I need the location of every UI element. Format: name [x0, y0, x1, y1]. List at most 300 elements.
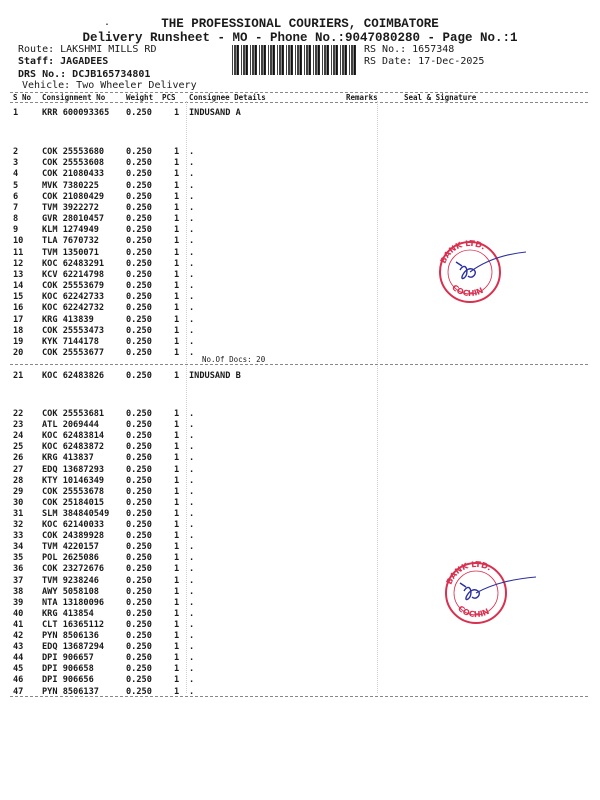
- consignee-detail: .: [189, 147, 195, 157]
- consignee-detail: .: [189, 281, 195, 292]
- weight-value: 0.250: [126, 247, 152, 258]
- consignment-number: DPI 906657: [42, 653, 94, 664]
- pieces-count: 1: [174, 464, 180, 475]
- weight-value: 0.250: [126, 292, 152, 303]
- consignee-detail: .: [189, 158, 195, 169]
- consignee-detail: .: [189, 464, 195, 475]
- consignee-detail: .: [189, 325, 195, 336]
- consignment-number: KRG 413837: [42, 453, 94, 464]
- weight-value: 0.250: [126, 225, 152, 236]
- consignment-number: KCV 62214798: [42, 269, 105, 280]
- pieces-count: 1: [174, 664, 180, 675]
- serial-number: 10: [13, 236, 24, 247]
- serial-number: 22: [13, 409, 24, 419]
- barcode-bar: [324, 45, 326, 75]
- consignment-number: NTA 13180096: [42, 597, 105, 608]
- barcode-bar: [345, 45, 347, 75]
- col-pcs: PCS: [162, 93, 176, 102]
- vehicle-label: Vehicle: Two Wheeler Delivery: [22, 80, 197, 91]
- consignee-detail: .: [189, 508, 195, 519]
- weight-value: 0.250: [126, 653, 152, 664]
- serial-number: 40: [13, 608, 24, 619]
- barcode-bar: [232, 45, 233, 75]
- pieces-count: 1: [174, 225, 180, 236]
- bank-stamp-icon: [432, 555, 544, 635]
- serial-number: 42: [13, 631, 24, 641]
- consignment-number: COK 25553678: [42, 486, 105, 497]
- consignee-detail: .: [189, 542, 195, 553]
- weight-value: 0.250: [126, 303, 152, 314]
- consignee-detail: .: [189, 180, 195, 191]
- consignment-number: COK 25553680: [42, 147, 105, 157]
- weight-value: 0.250: [126, 258, 152, 269]
- consignee-detail: .: [189, 553, 195, 564]
- serial-number: 7: [13, 202, 19, 213]
- serial-number: 44: [13, 653, 24, 664]
- serial-number: 8: [13, 214, 19, 225]
- barcode-bar: [349, 45, 350, 75]
- consignee-detail: .: [189, 191, 195, 202]
- consignment-number: COK 25553677: [42, 348, 105, 359]
- serial-number: 12: [13, 258, 24, 269]
- weight-value: 0.250: [126, 542, 152, 553]
- serial-number: 35: [13, 553, 24, 564]
- serial-number: 27: [13, 464, 24, 475]
- barcode-bar: [234, 45, 236, 75]
- serial-number: 38: [13, 586, 24, 597]
- consignment-number: SLM 384840549: [42, 508, 110, 519]
- consignment-number: GVR 28010457: [42, 214, 105, 225]
- consignment-number: KLM 1274949: [42, 225, 99, 236]
- consignment-number: COK 25553473: [42, 325, 105, 336]
- pieces-count: 1: [174, 575, 180, 586]
- col-seal-signature: Seal & Signature: [404, 93, 477, 102]
- weight-value: 0.250: [126, 158, 152, 169]
- barcode-bar: [336, 45, 338, 75]
- pieces-count: 1: [174, 303, 180, 314]
- serial-number: 6: [13, 191, 19, 202]
- consignment-number: PYN 8506136: [42, 631, 99, 641]
- barcode-bar: [297, 45, 299, 75]
- consignee-detail: .: [189, 409, 195, 419]
- bank-stamp-icon: [426, 232, 536, 310]
- pieces-count: 1: [174, 236, 180, 247]
- serial-number: 37: [13, 575, 24, 586]
- weight-value: 0.250: [126, 269, 152, 280]
- weight-value: 0.250: [126, 348, 152, 359]
- column-rule: [186, 101, 187, 693]
- weight-value: 0.250: [126, 664, 152, 675]
- weight-value: 0.250: [126, 180, 152, 191]
- serial-number: 28: [13, 475, 24, 486]
- barcode-bar: [288, 45, 290, 75]
- drs-number: DRS No.: DCJB165734801: [18, 69, 151, 80]
- consignee-detail: .: [189, 348, 195, 359]
- barcode-bar: [250, 45, 251, 75]
- pieces-count: 1: [174, 336, 180, 347]
- pieces-count: 1: [174, 475, 180, 486]
- weight-value: 0.250: [126, 642, 152, 653]
- serial-number: 24: [13, 431, 24, 442]
- weight-value: 0.250: [126, 169, 152, 180]
- pieces-count: 1: [174, 191, 180, 202]
- consignment-number: COK 21080429: [42, 191, 105, 202]
- consignment-number: KRR 600093365: [42, 108, 110, 118]
- pieces-count: 1: [174, 420, 180, 431]
- weight-value: 0.250: [126, 420, 152, 431]
- serial-number: 5: [13, 180, 19, 191]
- consignee-detail: .: [189, 314, 195, 325]
- consignee-detail: .: [189, 642, 195, 653]
- barcode-bar: [264, 45, 266, 75]
- serial-number: 14: [13, 281, 24, 292]
- consignee-detail: .: [189, 564, 195, 575]
- serial-number: 26: [13, 453, 24, 464]
- weight-value: 0.250: [126, 564, 152, 575]
- serial-number: 15: [13, 292, 24, 303]
- pieces-count: 1: [174, 158, 180, 169]
- barcode-bar: [286, 45, 287, 75]
- barcode-bar: [322, 45, 323, 75]
- serial-number: 31: [13, 508, 24, 519]
- serial-number: 9: [13, 225, 19, 236]
- pieces-count: 1: [174, 586, 180, 597]
- barcode-bar: [279, 45, 281, 75]
- weight-value: 0.250: [126, 202, 152, 213]
- serial-number: 3: [13, 158, 19, 169]
- consignment-number: KOC 62242732: [42, 303, 105, 314]
- weight-value: 0.250: [126, 371, 152, 381]
- serial-number: 29: [13, 486, 24, 497]
- barcode-bar: [309, 45, 311, 75]
- barcode-bar: [315, 45, 317, 75]
- serial-number: 41: [13, 619, 24, 630]
- consignee-detail: .: [189, 608, 195, 619]
- pieces-count: 1: [174, 281, 180, 292]
- serial-number: 1: [13, 108, 19, 118]
- consignment-number: KOC 62242733: [42, 292, 105, 303]
- barcode-bar: [342, 45, 344, 75]
- barcode-bar: [295, 45, 296, 75]
- consignment-number: COK 25553608: [42, 158, 105, 169]
- barcode-bar: [243, 45, 245, 75]
- serial-number: 46: [13, 675, 24, 686]
- pieces-count: 1: [174, 147, 180, 157]
- stamp-text-bottom: COCHIN: [450, 282, 485, 299]
- barcode-bar: [255, 45, 257, 75]
- pieces-count: 1: [174, 608, 180, 619]
- pieces-count: 1: [174, 348, 180, 359]
- pieces-count: 1: [174, 314, 180, 325]
- consignee-detail: .: [189, 631, 195, 641]
- consignee-detail: .: [189, 653, 195, 664]
- weight-value: 0.250: [126, 475, 152, 486]
- barcode-bar: [333, 45, 335, 75]
- barcode-bar: [304, 45, 305, 75]
- barcode-bar: [300, 45, 302, 75]
- barcode-bar: [241, 45, 242, 75]
- consignee-detail: .: [189, 486, 195, 497]
- consignment-number: TLA 7670732: [42, 236, 99, 247]
- weight-value: 0.250: [126, 575, 152, 586]
- consignee-detail: .: [189, 225, 195, 236]
- weight-value: 0.250: [126, 236, 152, 247]
- consignment-number: COK 25553679: [42, 281, 105, 292]
- pieces-count: 1: [174, 508, 180, 519]
- stamp-text-top: BANK LTD.: [438, 238, 488, 265]
- pieces-count: 1: [174, 653, 180, 664]
- consignment-number: COK 21080433: [42, 169, 105, 180]
- barcode-bar: [340, 45, 341, 75]
- weight-value: 0.250: [126, 464, 152, 475]
- serial-number: 34: [13, 542, 24, 553]
- col-consignee: Consignee Details: [189, 93, 266, 102]
- weight-value: 0.250: [126, 597, 152, 608]
- weight-value: 0.250: [126, 553, 152, 564]
- weight-value: 0.250: [126, 314, 152, 325]
- consignee-detail: .: [189, 236, 195, 247]
- column-rule: [377, 101, 378, 693]
- serial-number: 32: [13, 520, 24, 530]
- consignment-number: CLT 16365112: [42, 619, 105, 630]
- serial-number: 16: [13, 303, 24, 314]
- col-sno: S No: [13, 93, 32, 102]
- consignee-name: INDUSAND B: [189, 371, 241, 381]
- consignee-detail: .: [189, 169, 195, 180]
- consignment-number: ATL 2069444: [42, 420, 99, 431]
- serial-number: 13: [13, 269, 24, 280]
- serial-number: 11: [13, 247, 24, 258]
- stamp-text-top: BANK LTD.: [444, 559, 494, 586]
- consignment-number: KOC 62483291: [42, 258, 105, 269]
- barcode-bar: [291, 45, 293, 75]
- consignee-detail: .: [189, 531, 195, 542]
- consignee-detail: .: [189, 686, 195, 697]
- consignee-detail: .: [189, 431, 195, 442]
- consignment-number: TVM 3922272: [42, 202, 99, 213]
- consignee-detail: .: [189, 420, 195, 431]
- company-title: THE PROFESSIONAL COURIERS, COIMBATORE: [161, 17, 439, 31]
- barcode-bar: [246, 45, 248, 75]
- consignment-number: MVK 7380225: [42, 180, 99, 191]
- pieces-count: 1: [174, 371, 180, 381]
- route-label: Route: LAKSHMI MILLS RD: [18, 44, 157, 55]
- pieces-count: 1: [174, 269, 180, 280]
- pieces-count: 1: [174, 431, 180, 442]
- consignee-detail: .: [189, 292, 195, 303]
- pieces-count: 1: [174, 453, 180, 464]
- consignee-detail: .: [189, 475, 195, 486]
- pieces-count: 1: [174, 553, 180, 564]
- consignment-number: TVM 9238246: [42, 575, 99, 586]
- consignee-detail: .: [189, 269, 195, 280]
- stamp-text-bottom: COCHIN: [456, 603, 491, 620]
- weight-value: 0.250: [126, 281, 152, 292]
- consignment-number: TVM 1350071: [42, 247, 99, 258]
- barcode-bar: [318, 45, 320, 75]
- barcode-bar: [237, 45, 239, 75]
- consignee-detail: .: [189, 303, 195, 314]
- pieces-count: 1: [174, 497, 180, 508]
- weight-value: 0.250: [126, 686, 152, 697]
- pieces-count: 1: [174, 597, 180, 608]
- weight-value: 0.250: [126, 619, 152, 630]
- consignment-number: EDQ 13687293: [42, 464, 105, 475]
- col-consignment: Consignment No: [42, 93, 106, 102]
- barcode-bar: [273, 45, 275, 75]
- consignment-number: COK 25184015: [42, 497, 105, 508]
- consignment-number: DPI 906656: [42, 675, 94, 686]
- weight-value: 0.250: [126, 453, 152, 464]
- barcode-bar: [327, 45, 329, 75]
- consignee-detail: .: [189, 202, 195, 213]
- pieces-count: 1: [174, 542, 180, 553]
- barcode-bar: [282, 45, 284, 75]
- weight-value: 0.250: [126, 325, 152, 336]
- barcode-bar: [331, 45, 332, 75]
- consignment-number: KOC 62483814: [42, 431, 105, 442]
- barcode-bar: [277, 45, 278, 75]
- group-divider: [10, 364, 588, 365]
- consignee-detail: .: [189, 586, 195, 597]
- svg-text:COCHIN: [456, 604, 491, 619]
- serial-number: 45: [13, 664, 24, 675]
- consignee-detail: .: [189, 675, 195, 686]
- pieces-count: 1: [174, 642, 180, 653]
- serial-number: 18: [13, 325, 24, 336]
- serial-number: 19: [13, 336, 24, 347]
- weight-value: 0.250: [126, 675, 152, 686]
- weight-value: 0.250: [126, 531, 152, 542]
- consignment-number: POL 2625086: [42, 553, 99, 564]
- consignment-number: TVM 4220157: [42, 542, 99, 553]
- pieces-count: 1: [174, 531, 180, 542]
- consignee-detail: .: [189, 664, 195, 675]
- serial-number: 39: [13, 597, 24, 608]
- serial-number: 17: [13, 314, 24, 325]
- svg-text:COCHIN: [450, 283, 485, 298]
- serial-number: 4: [13, 169, 19, 180]
- weight-value: 0.250: [126, 108, 152, 118]
- col-remarks: Remarks: [346, 93, 378, 102]
- group-divider: [10, 696, 588, 697]
- consignee-name: INDUSAND A: [189, 108, 241, 118]
- rs-number: RS No.: 1657348: [364, 44, 455, 55]
- pieces-count: 1: [174, 258, 180, 269]
- pieces-count: 1: [174, 686, 180, 697]
- weight-value: 0.250: [126, 191, 152, 202]
- col-weight: Weight: [126, 93, 154, 102]
- pieces-count: 1: [174, 180, 180, 191]
- consignee-detail: .: [189, 497, 195, 508]
- pieces-count: 1: [174, 325, 180, 336]
- pieces-count: 1: [174, 169, 180, 180]
- consignee-detail: .: [189, 442, 195, 453]
- pieces-count: 1: [174, 675, 180, 686]
- serial-number: 30: [13, 497, 24, 508]
- serial-number: 23: [13, 420, 24, 431]
- header-mark: .: [104, 17, 111, 28]
- consignee-detail: .: [189, 597, 195, 608]
- barcode-bar: [261, 45, 263, 75]
- consignment-number: DPI 906658: [42, 664, 94, 675]
- consignment-number: KOC 62483872: [42, 442, 105, 453]
- consignment-number: AWY 5058108: [42, 586, 99, 597]
- weight-value: 0.250: [126, 631, 152, 641]
- pieces-count: 1: [174, 108, 180, 118]
- serial-number: 25: [13, 442, 24, 453]
- consignment-number: EDQ 13687294: [42, 642, 105, 653]
- serial-number: 21: [13, 371, 24, 381]
- pieces-count: 1: [174, 486, 180, 497]
- pieces-count: 1: [174, 214, 180, 225]
- barcode-bar: [313, 45, 314, 75]
- weight-value: 0.250: [126, 586, 152, 597]
- consignee-detail: .: [189, 619, 195, 630]
- weight-value: 0.250: [126, 147, 152, 157]
- barcode-icon: [232, 45, 360, 75]
- pieces-count: 1: [174, 442, 180, 453]
- consignment-number: KYK 7144178: [42, 336, 99, 347]
- column-header-divider: [10, 102, 588, 103]
- consignment-number: KOC 62140033: [42, 520, 105, 530]
- consignment-number: KTY 10146349: [42, 475, 105, 486]
- consignment-number: COK 25553681: [42, 409, 105, 419]
- staff-label: Staff: JAGADEES: [18, 56, 109, 67]
- consignment-number: KOC 62483826: [42, 371, 105, 381]
- consignee-detail: .: [189, 575, 195, 586]
- consignment-number: COK 23272676: [42, 564, 105, 575]
- pieces-count: 1: [174, 202, 180, 213]
- barcode-bar: [259, 45, 260, 75]
- weight-value: 0.250: [126, 336, 152, 347]
- rs-date: RS Date: 17-Dec-2025: [364, 56, 485, 67]
- weight-value: 0.250: [126, 431, 152, 442]
- barcode-bar: [252, 45, 254, 75]
- consignment-number: KRG 413839: [42, 314, 94, 325]
- weight-value: 0.250: [126, 608, 152, 619]
- consignment-number: PYN 8506137: [42, 686, 99, 697]
- pieces-count: 1: [174, 631, 180, 641]
- pieces-count: 1: [174, 247, 180, 258]
- consignment-number: COK 24389928: [42, 531, 105, 542]
- consignee-detail: .: [189, 453, 195, 464]
- serial-number: 47: [13, 686, 24, 697]
- serial-number: 43: [13, 642, 24, 653]
- pieces-count: 1: [174, 520, 180, 530]
- serial-number: 2: [13, 147, 19, 157]
- pieces-count: 1: [174, 564, 180, 575]
- weight-value: 0.250: [126, 508, 152, 519]
- serial-number: 33: [13, 531, 24, 542]
- consignee-detail: .: [189, 336, 195, 347]
- barcode-bar: [351, 45, 353, 75]
- weight-value: 0.250: [126, 486, 152, 497]
- consignee-detail: .: [189, 214, 195, 225]
- barcode-bar: [268, 45, 269, 75]
- pieces-count: 1: [174, 409, 180, 419]
- serial-number: 20: [13, 348, 24, 359]
- serial-number: 36: [13, 564, 24, 575]
- weight-value: 0.250: [126, 214, 152, 225]
- weight-value: 0.250: [126, 497, 152, 508]
- consignee-detail: .: [189, 258, 195, 269]
- weight-value: 0.250: [126, 442, 152, 453]
- pieces-count: 1: [174, 292, 180, 303]
- pieces-count: 1: [174, 619, 180, 630]
- weight-value: 0.250: [126, 520, 152, 530]
- docs-count: No.Of Docs: 20: [202, 355, 266, 364]
